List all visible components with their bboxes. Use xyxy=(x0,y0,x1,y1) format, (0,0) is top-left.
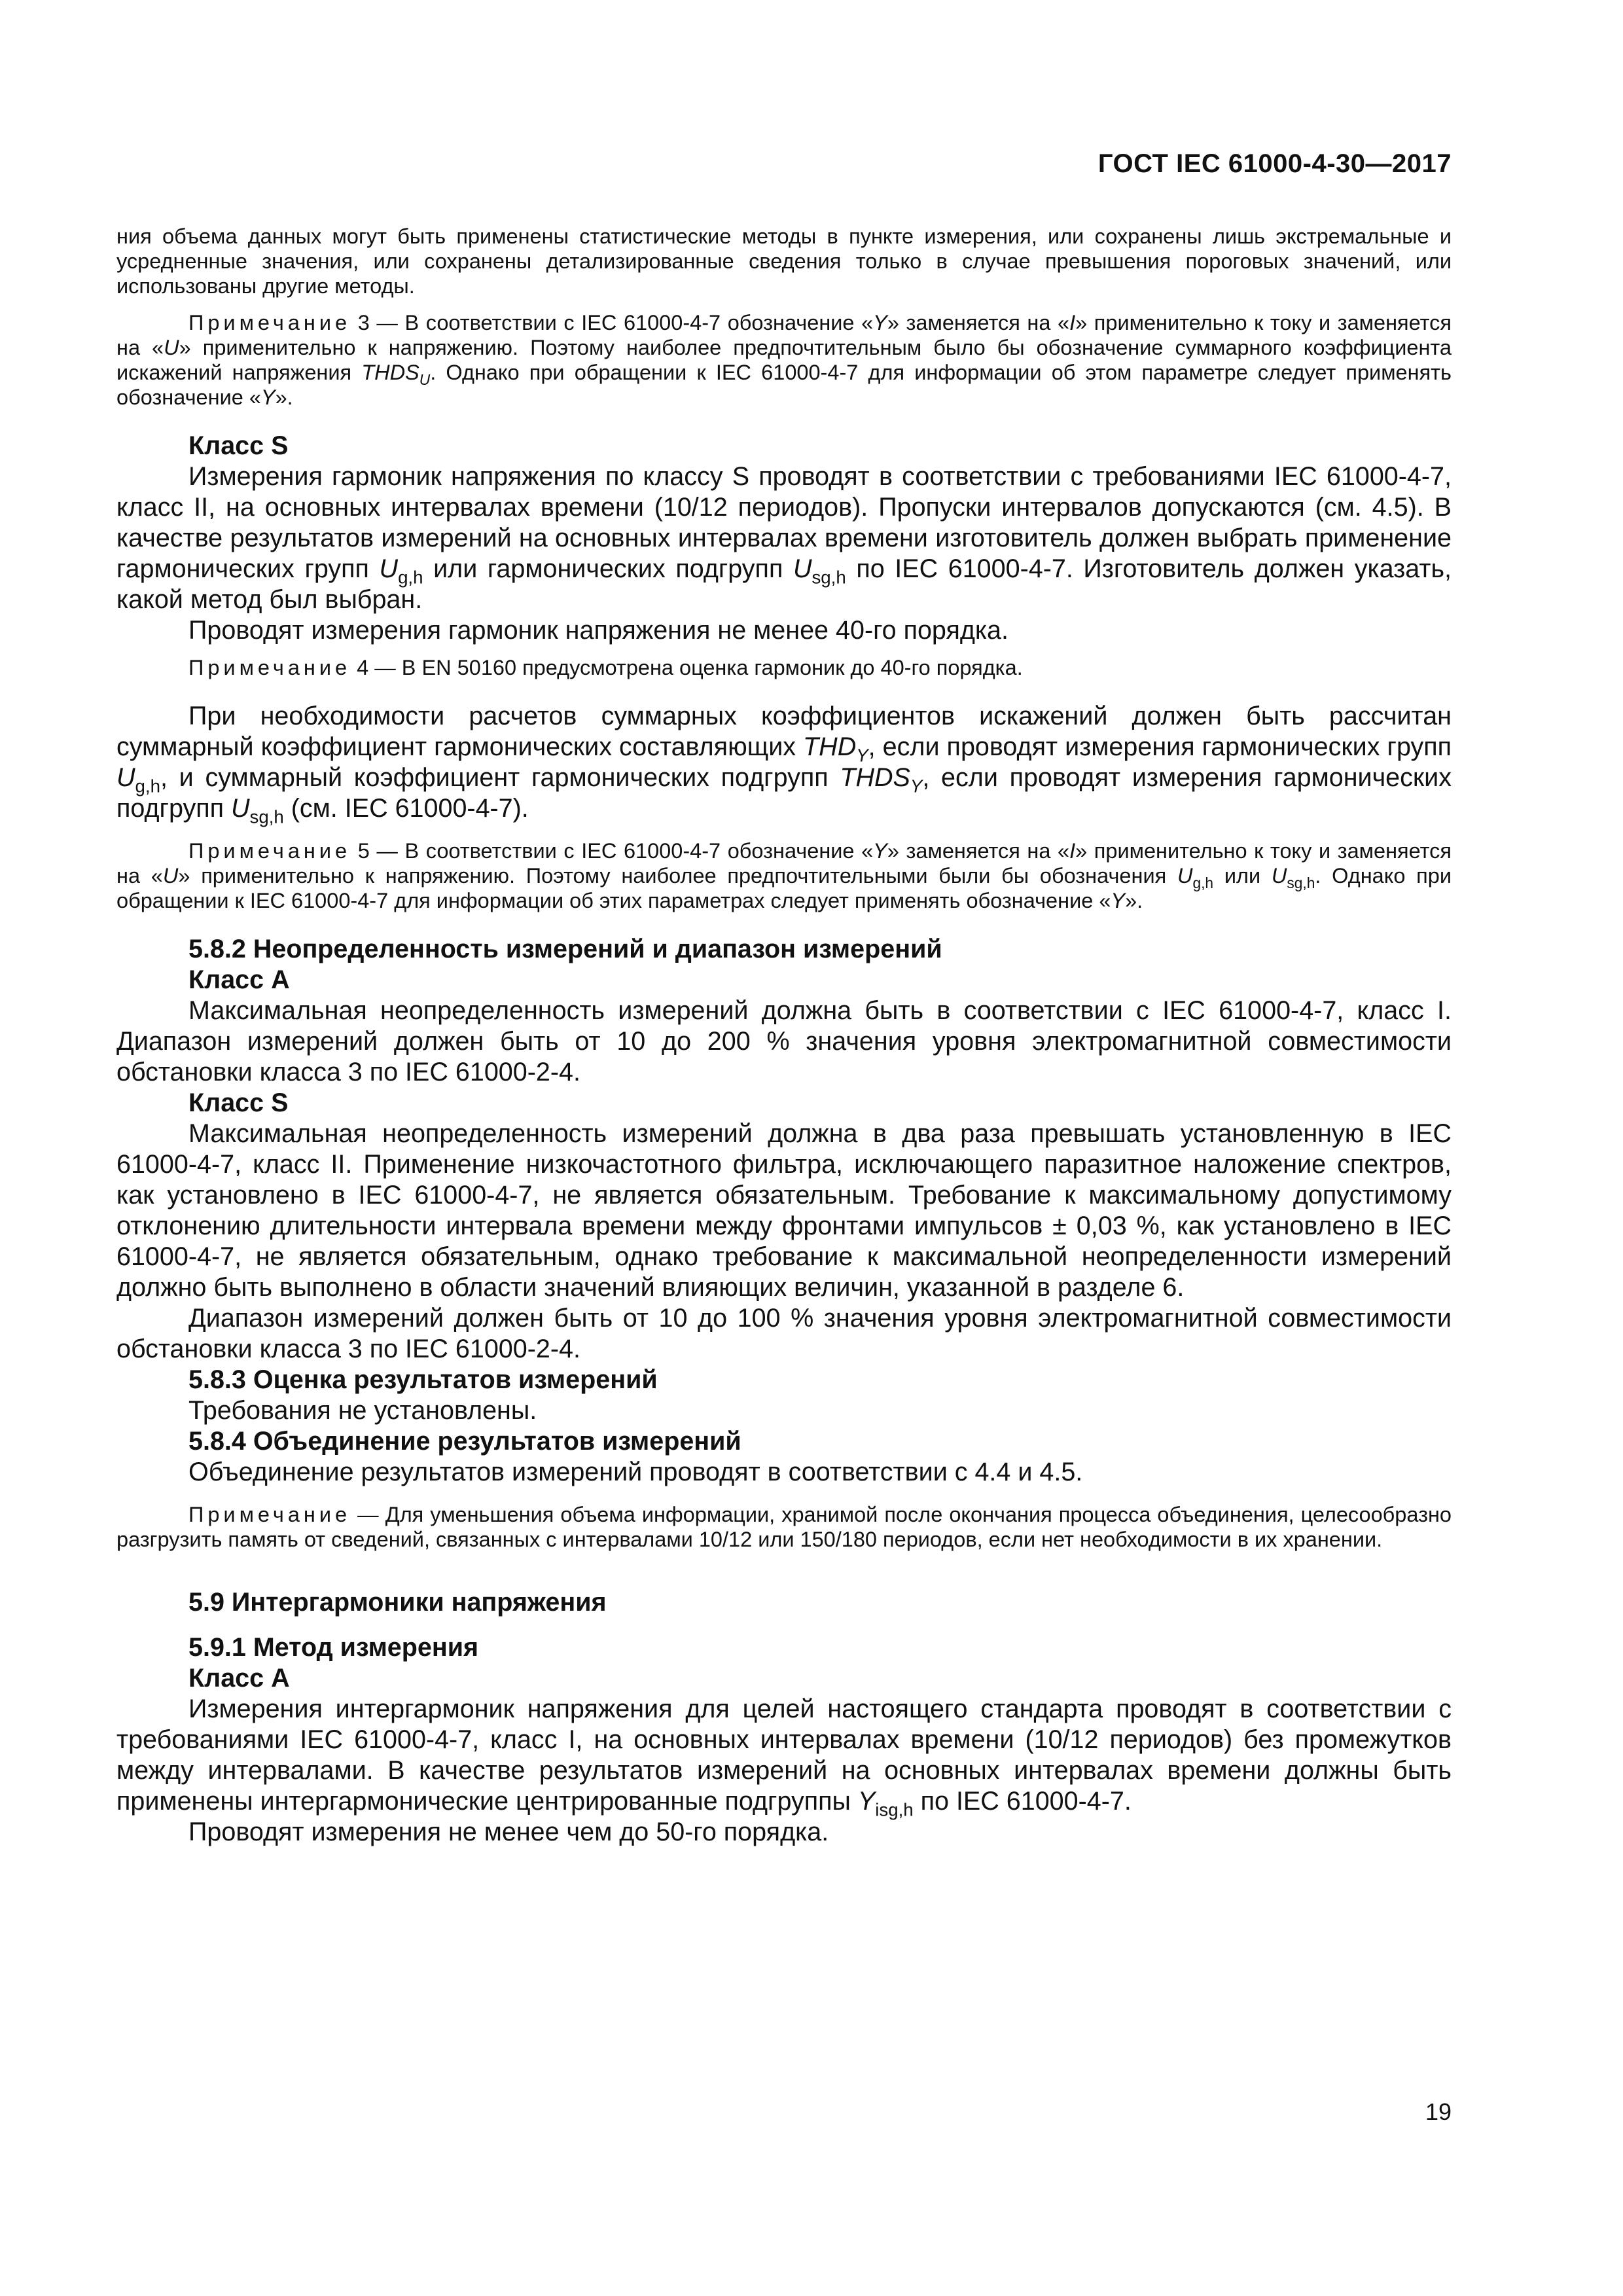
interharmonics-paragraph: Измерения интергармоник напряжения для целей настоящего стандарта проводят в соответствии с требованиями IEC 61000-4-7, класс I, на основных интервалах времени (10/12 периодов) без промежутков между интервалами. В качестве результатов измерений на основных интервалах времени должны быть применены интергармонические центрированные подгруппы $Y_{isg,h}$ по IEC 61000-4-7. xyxy=(116,1695,1452,1820)
section-5-9-title: 5.9 Интергармоники напряжения xyxy=(188,1588,607,1617)
class-s-heading: Класс S xyxy=(188,431,289,460)
range-paragraph: Диапазон измерений должен быть от 10 до 100 % значения уровня электромагнитной совместимости обстановки класса 3 по IEC 61000-2-4. xyxy=(116,1304,1452,1363)
note-4: Примечание 4 — В EN 50160 предусмотрена оценка гармоник до 40-го порядка. xyxy=(188,656,1023,679)
interharmonics-order-paragraph: Проводят измерения не менее чем до 50-го порядка. xyxy=(188,1818,829,1846)
thd-paragraph: При необходимости расчетов суммарных коэффициентов искажений должен быть рассчитан суммарный коэффициент гармонических составляющих $THD_Y$, если проводят измерения гармонических групп $U_{g,h}$, и суммарный коэффициент гармонических подгрупп $THDS_Y$, если проводят измерения гармонических подгрупп $U_{sg,h}$ (см. IEC 61000-4-7). xyxy=(116,702,1452,827)
class-a-heading: Класс A xyxy=(188,965,290,994)
continued-paragraph: ния объема данных могут быть применены статистические методы в пункте измерения, или сохранены лишь экстремальные и усредненные значения, или сохранены детализированные сведения только в случае превышения пороговых значений, или использованы другие методы. xyxy=(116,224,1452,298)
note-3: Примечание 3 — В соответствии с IEC 61000-4-7 обозначение «Y» заменяется на «I» применительно к току и заменяется на «U» применительно к напряжению. Поэтому наиболее предпочтительным было бы обозначение суммарного коэффициента искажений напряжения $THDS_U$. Однако при обращении к IEC 61000-4-7 для информации об этом параметре следует применять обозначение «Y». xyxy=(116,311,1452,409)
section-5-9-1-title: 5.9.1 Метод измерения xyxy=(188,1633,479,1662)
note-5: Примечание 5 — В соответствии с IEC 61000-4-7 обозначение «Y» заменяется на «I» применительно к току и заменяется на «U» применительно к напряжению. Поэтому наиболее предпочтительными были бы обозначения $U_{g,h}$ или $U_{sg,h}$. Однако при обращении к IEC 61000-4-7 для информации об этих параметрах следует применять обозначение «Y». xyxy=(116,839,1452,912)
section-5-8-4-text: Объединение результатов измерений проводят в соответствии с 4.4 и 4.5. xyxy=(188,1458,1083,1486)
class-s-paragraph: Измерения гармоник напряжения по классу S проводят в соответствии с требованиями IEC 61000-4-7, класс II, на основных интервалах времени (10/12 периодов). Пропуски интервалов допускаются (см. 4.5). В качестве результатов измерений на основных интервалах времени изготовитель должен выбрать применение гармонических групп $U_{g,h}$ или гармонических подгрупп $U_{sg,h}$ по IEC 61000-4-7. Изготовитель должен указать, какой метод был выбран. xyxy=(116,462,1452,614)
class-s-uncertainty-paragraph: Максимальная неопределенность измерений должна в два раза превышать установленную в IEC 61000-4-7, класс II. Применение низкочастотного фильтра, исключающего паразитное наложение спектров, как установлено в IEC 61000-4-7, не является обязательным. Требование к максимальному допустимому отклонению длительности интервала времени между фронтами импульсов ± 0,03 %, как установлено в IEC 61000-4-7, не является обязательным, однако требование к максимальной неопределенности измерений должно быть выполнено в области значений влияющих величин, указанной в разделе 6. xyxy=(116,1119,1452,1302)
section-5-8-3-title: 5.8.3 Оценка результатов измерений xyxy=(188,1365,658,1394)
class-s-heading-2: Класс S xyxy=(188,1088,289,1117)
page-content xyxy=(116,224,1452,1848)
harmonics-order-paragraph: Проводят измерения гармоник напряжения не менее 40-го порядка. xyxy=(188,616,1008,645)
note-label: Примечание xyxy=(188,311,351,334)
page-number: 19 xyxy=(1425,2098,1452,2125)
class-a-paragraph: Максимальная неопределенность измерений должна быть в соответствии с IEC 61000-4-7, класс I. Диапазон измерений должен быть от 10 до 200 % значения уровня электромагнитной совместимости обстановки класса 3 по IEC 61000-2-4. xyxy=(116,996,1452,1086)
document-header: ГОСТ IEC 61000-4-30—2017 xyxy=(1097,149,1452,178)
section-5-8-3-text: Требования не установлены. xyxy=(188,1396,537,1425)
section-5-8-2-title: 5.8.2 Неопределенность измерений и диапазон измерений xyxy=(188,935,942,963)
section-5-8-4-title: 5.8.4 Объединение результатов измерений xyxy=(188,1427,741,1456)
note-6: Примечание — Для уменьшения объема информации, хранимой после окончания процесса объединения, целесообразно разгрузить память от сведений, связанных с интервалами 10/12 или 150/180 периодов, если нет необходимости в их хранении. xyxy=(116,1503,1452,1551)
class-a-heading-2: Класс A xyxy=(188,1664,290,1693)
